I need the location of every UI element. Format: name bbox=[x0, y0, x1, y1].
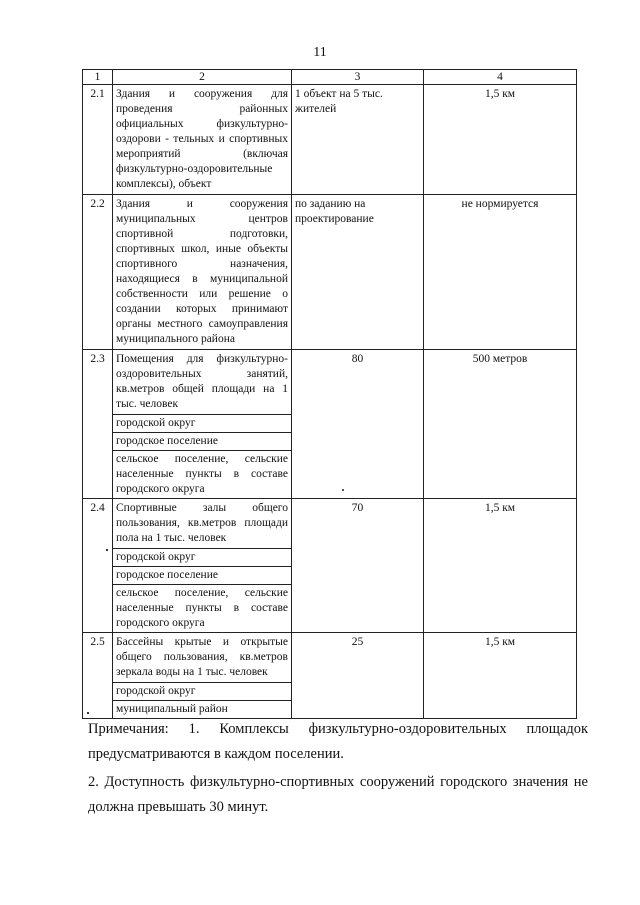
table-row bbox=[83, 633, 577, 719]
row-number: 2.1 bbox=[83, 85, 113, 195]
row-number: 2.4 bbox=[83, 499, 113, 633]
row-number: 2.5 bbox=[83, 633, 113, 719]
row-distance: 1,5 км bbox=[424, 85, 577, 195]
row-description: Бассейны крытые и открытые общего пользования, кв.метров зеркала воды на 1 тыс. человек bbox=[116, 636, 288, 678]
table-header-row bbox=[83, 70, 577, 85]
row-description-cell bbox=[113, 633, 292, 719]
column-header-4: 4 bbox=[424, 70, 577, 85]
row-description-cell bbox=[113, 85, 292, 195]
column-header-3: 3 bbox=[292, 70, 424, 85]
column-header-2: 2 bbox=[113, 70, 292, 85]
scan-speck bbox=[342, 489, 344, 491]
row-distance: 1,5 км bbox=[424, 499, 577, 633]
row-subitem: городское поселение bbox=[113, 566, 291, 584]
scan-speck bbox=[106, 549, 108, 551]
row-description-cell bbox=[113, 195, 292, 350]
row-description-cell bbox=[113, 350, 292, 499]
table-row bbox=[83, 195, 577, 350]
row-description: Здания и сооружения для проведения районных официальных физкультурно-оздорови - тельных и спортивных мероприятий (включая физкультурно-оздоровительные комплексы), объект bbox=[116, 88, 288, 190]
row-distance: 1,5 км bbox=[424, 633, 577, 719]
row-subitem: городское поселение bbox=[113, 432, 291, 450]
row-subitem: городской округ bbox=[113, 682, 291, 700]
row-subitem: сельское поселение, сельские населенные пункты в составе городского округа bbox=[113, 450, 291, 498]
scan-speck bbox=[87, 712, 89, 714]
page-number: 11 bbox=[313, 45, 327, 60]
norms-table bbox=[82, 69, 577, 719]
row-distance: 500 метров bbox=[424, 350, 577, 499]
column-header-1: 1 bbox=[83, 70, 113, 85]
notes-section bbox=[88, 717, 588, 823]
row-norm: по заданию на проектирование bbox=[292, 195, 424, 350]
row-description-cell bbox=[113, 499, 292, 633]
row-description: Помещения для физкультурно-оздоровительных занятий, кв.метров общей площади на 1 тыс. человек bbox=[116, 353, 288, 410]
row-subitem: муниципальный район bbox=[113, 700, 291, 718]
row-norm: 25 bbox=[292, 633, 424, 719]
row-number: 2.3 bbox=[83, 350, 113, 499]
table-row bbox=[83, 350, 577, 499]
row-description: Здания и сооружения муниципальных центров спортивной подготовки, спортивных школ, иные объекты спортивного назначения, находящиеся в муниципальной собственности или решение о создании которых принимают органы местного самоуправления муниципального района bbox=[116, 198, 288, 345]
table-row bbox=[83, 499, 577, 633]
table-row bbox=[83, 85, 577, 195]
row-norm: 70 bbox=[292, 499, 424, 633]
row-subitem: городской округ bbox=[113, 548, 291, 566]
row-norm: 1 объект на 5 тыс. жителей bbox=[292, 85, 424, 195]
note-1: Примечания: 1. Комплексы физкультурно-оздоровительных площадок предусматриваются в каждом поселении. bbox=[88, 721, 588, 762]
row-subitem: городской округ bbox=[113, 414, 291, 432]
row-subitem: сельское поселение, сельские населенные пункты в составе городского округа bbox=[113, 584, 291, 632]
row-number: 2.2 bbox=[83, 195, 113, 350]
note-2: 2. Доступность физкультурно-спортивных сооружений городского значения не должна превышать 30 минут. bbox=[88, 774, 588, 815]
row-norm: 80 bbox=[292, 350, 424, 499]
row-description: Спортивные залы общего пользования, кв.метров площади пола на 1 тыс. человек bbox=[116, 502, 288, 544]
row-distance: не нормируется bbox=[424, 195, 577, 350]
